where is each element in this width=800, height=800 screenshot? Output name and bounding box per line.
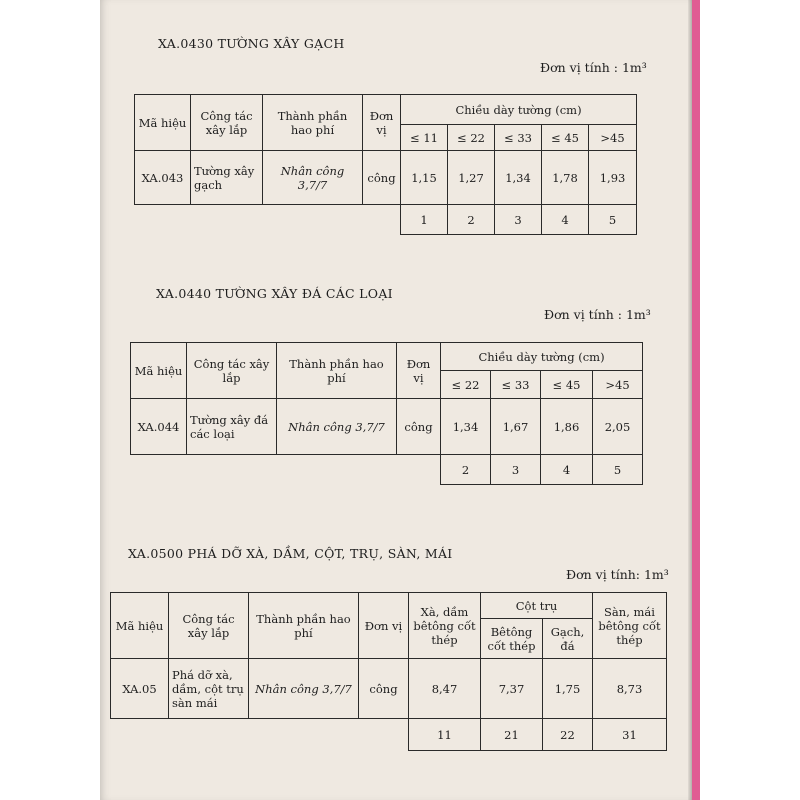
cell-code: XA.043 (135, 151, 191, 205)
header-column-group: Cột trụ (481, 593, 593, 619)
table-row (111, 659, 667, 719)
cell-unit: công (363, 151, 401, 205)
header-col: ≤ 45 (541, 371, 593, 399)
index-cell: 2 (441, 455, 491, 485)
cell-value: 7,37 (481, 659, 543, 719)
header-col: ≤ 45 (542, 125, 589, 151)
cell-value: 8,47 (409, 659, 481, 719)
cell-value: 1,67 (491, 399, 541, 455)
index-cell: 5 (593, 455, 643, 485)
cell-value: 1,86 (541, 399, 593, 455)
section-title: XA.0440 TƯỜNG XÂY ĐÁ CÁC LOẠI (156, 286, 393, 301)
header-unit: Đơn vị (359, 593, 409, 659)
header-code: Mã hiệu (111, 593, 169, 659)
unit-label: Đơn vị tính: 1m³ (566, 567, 669, 582)
index-cell: 21 (481, 719, 543, 751)
header-col-concrete: Bêtông cốt thép (481, 619, 543, 659)
cell-code: XA.05 (111, 659, 169, 719)
index-row (135, 205, 637, 235)
header-col: ≤ 22 (441, 371, 491, 399)
unit-label: Đơn vị tính : 1m³ (540, 60, 647, 75)
book-page (100, 0, 692, 800)
index-row (111, 719, 667, 751)
header-work: Công tác xây lắp (169, 593, 249, 659)
index-cell: 22 (543, 719, 593, 751)
unit-label: Đơn vị tính : 1m³ (544, 307, 651, 322)
header-col: ≤ 11 (401, 125, 448, 151)
cell-value: 1,34 (495, 151, 542, 205)
index-cell: 1 (401, 205, 448, 235)
header-col: ≤ 22 (448, 125, 495, 151)
index-cell: 4 (542, 205, 589, 235)
header-col: >45 (593, 371, 643, 399)
header-work: Công tác xây lắp (187, 343, 277, 399)
cell-unit: công (397, 399, 441, 455)
header-col: >45 (589, 125, 637, 151)
cell-value: 1,75 (543, 659, 593, 719)
index-cell: 4 (541, 455, 593, 485)
cell-value: 1,15 (401, 151, 448, 205)
header-thickness-group: Chiều dày tường (cm) (401, 95, 637, 125)
table-wall-brick (134, 94, 637, 235)
cell-work: Tường xây đá các loại (187, 399, 277, 455)
header-code: Mã hiệu (135, 95, 191, 151)
header-slab: Sàn, mái bêtông cốt thép (593, 593, 667, 659)
cell-value: 1,34 (441, 399, 491, 455)
header-component: Thành phần hao phí (277, 343, 397, 399)
cell-value: 8,73 (593, 659, 667, 719)
index-cell: 11 (409, 719, 481, 751)
binding-edge (692, 0, 700, 800)
table-row (131, 399, 643, 455)
table-row (135, 151, 637, 205)
cell-component: Nhân công 3,7/7 (263, 151, 363, 205)
index-cell: 5 (589, 205, 637, 235)
cell-value: 1,78 (542, 151, 589, 205)
cell-value: 1,27 (448, 151, 495, 205)
cell-component: Nhân công 3,7/7 (277, 399, 397, 455)
cell-value: 2,05 (593, 399, 643, 455)
header-work: Công tác xây lắp (191, 95, 263, 151)
index-cell: 3 (495, 205, 542, 235)
header-unit: Đơn vị (363, 95, 401, 151)
table-wall-stone (130, 342, 643, 485)
cell-component: Nhân công 3,7/7 (249, 659, 359, 719)
header-col-brick: Gạch, đá (543, 619, 593, 659)
header-col: ≤ 33 (491, 371, 541, 399)
section-title: XA.0430 TƯỜNG XÂY GẠCH (158, 36, 345, 51)
header-col: ≤ 33 (495, 125, 542, 151)
header-beam: Xà, dầm bêtông cốt thép (409, 593, 481, 659)
index-cell: 2 (448, 205, 495, 235)
header-component: Thành phần hao phí (249, 593, 359, 659)
cell-value: 1,93 (589, 151, 637, 205)
header-unit: Đơn vị (397, 343, 441, 399)
cell-code: XA.044 (131, 399, 187, 455)
header-component: Thành phần hao phí (263, 95, 363, 151)
section-title: XA.0500 PHÁ DỠ XÀ, DẦM, CỘT, TRỤ, SÀN, MÁI (128, 546, 453, 561)
index-row (131, 455, 643, 485)
index-cell: 31 (593, 719, 667, 751)
cell-work: Tường xây gạch (191, 151, 263, 205)
header-code: Mã hiệu (131, 343, 187, 399)
table-demolition (110, 592, 667, 751)
cell-work: Phá dỡ xà, dầm, cột trụ sàn mái (169, 659, 249, 719)
index-cell: 3 (491, 455, 541, 485)
cell-unit: công (359, 659, 409, 719)
header-thickness-group: Chiều dày tường (cm) (441, 343, 643, 371)
